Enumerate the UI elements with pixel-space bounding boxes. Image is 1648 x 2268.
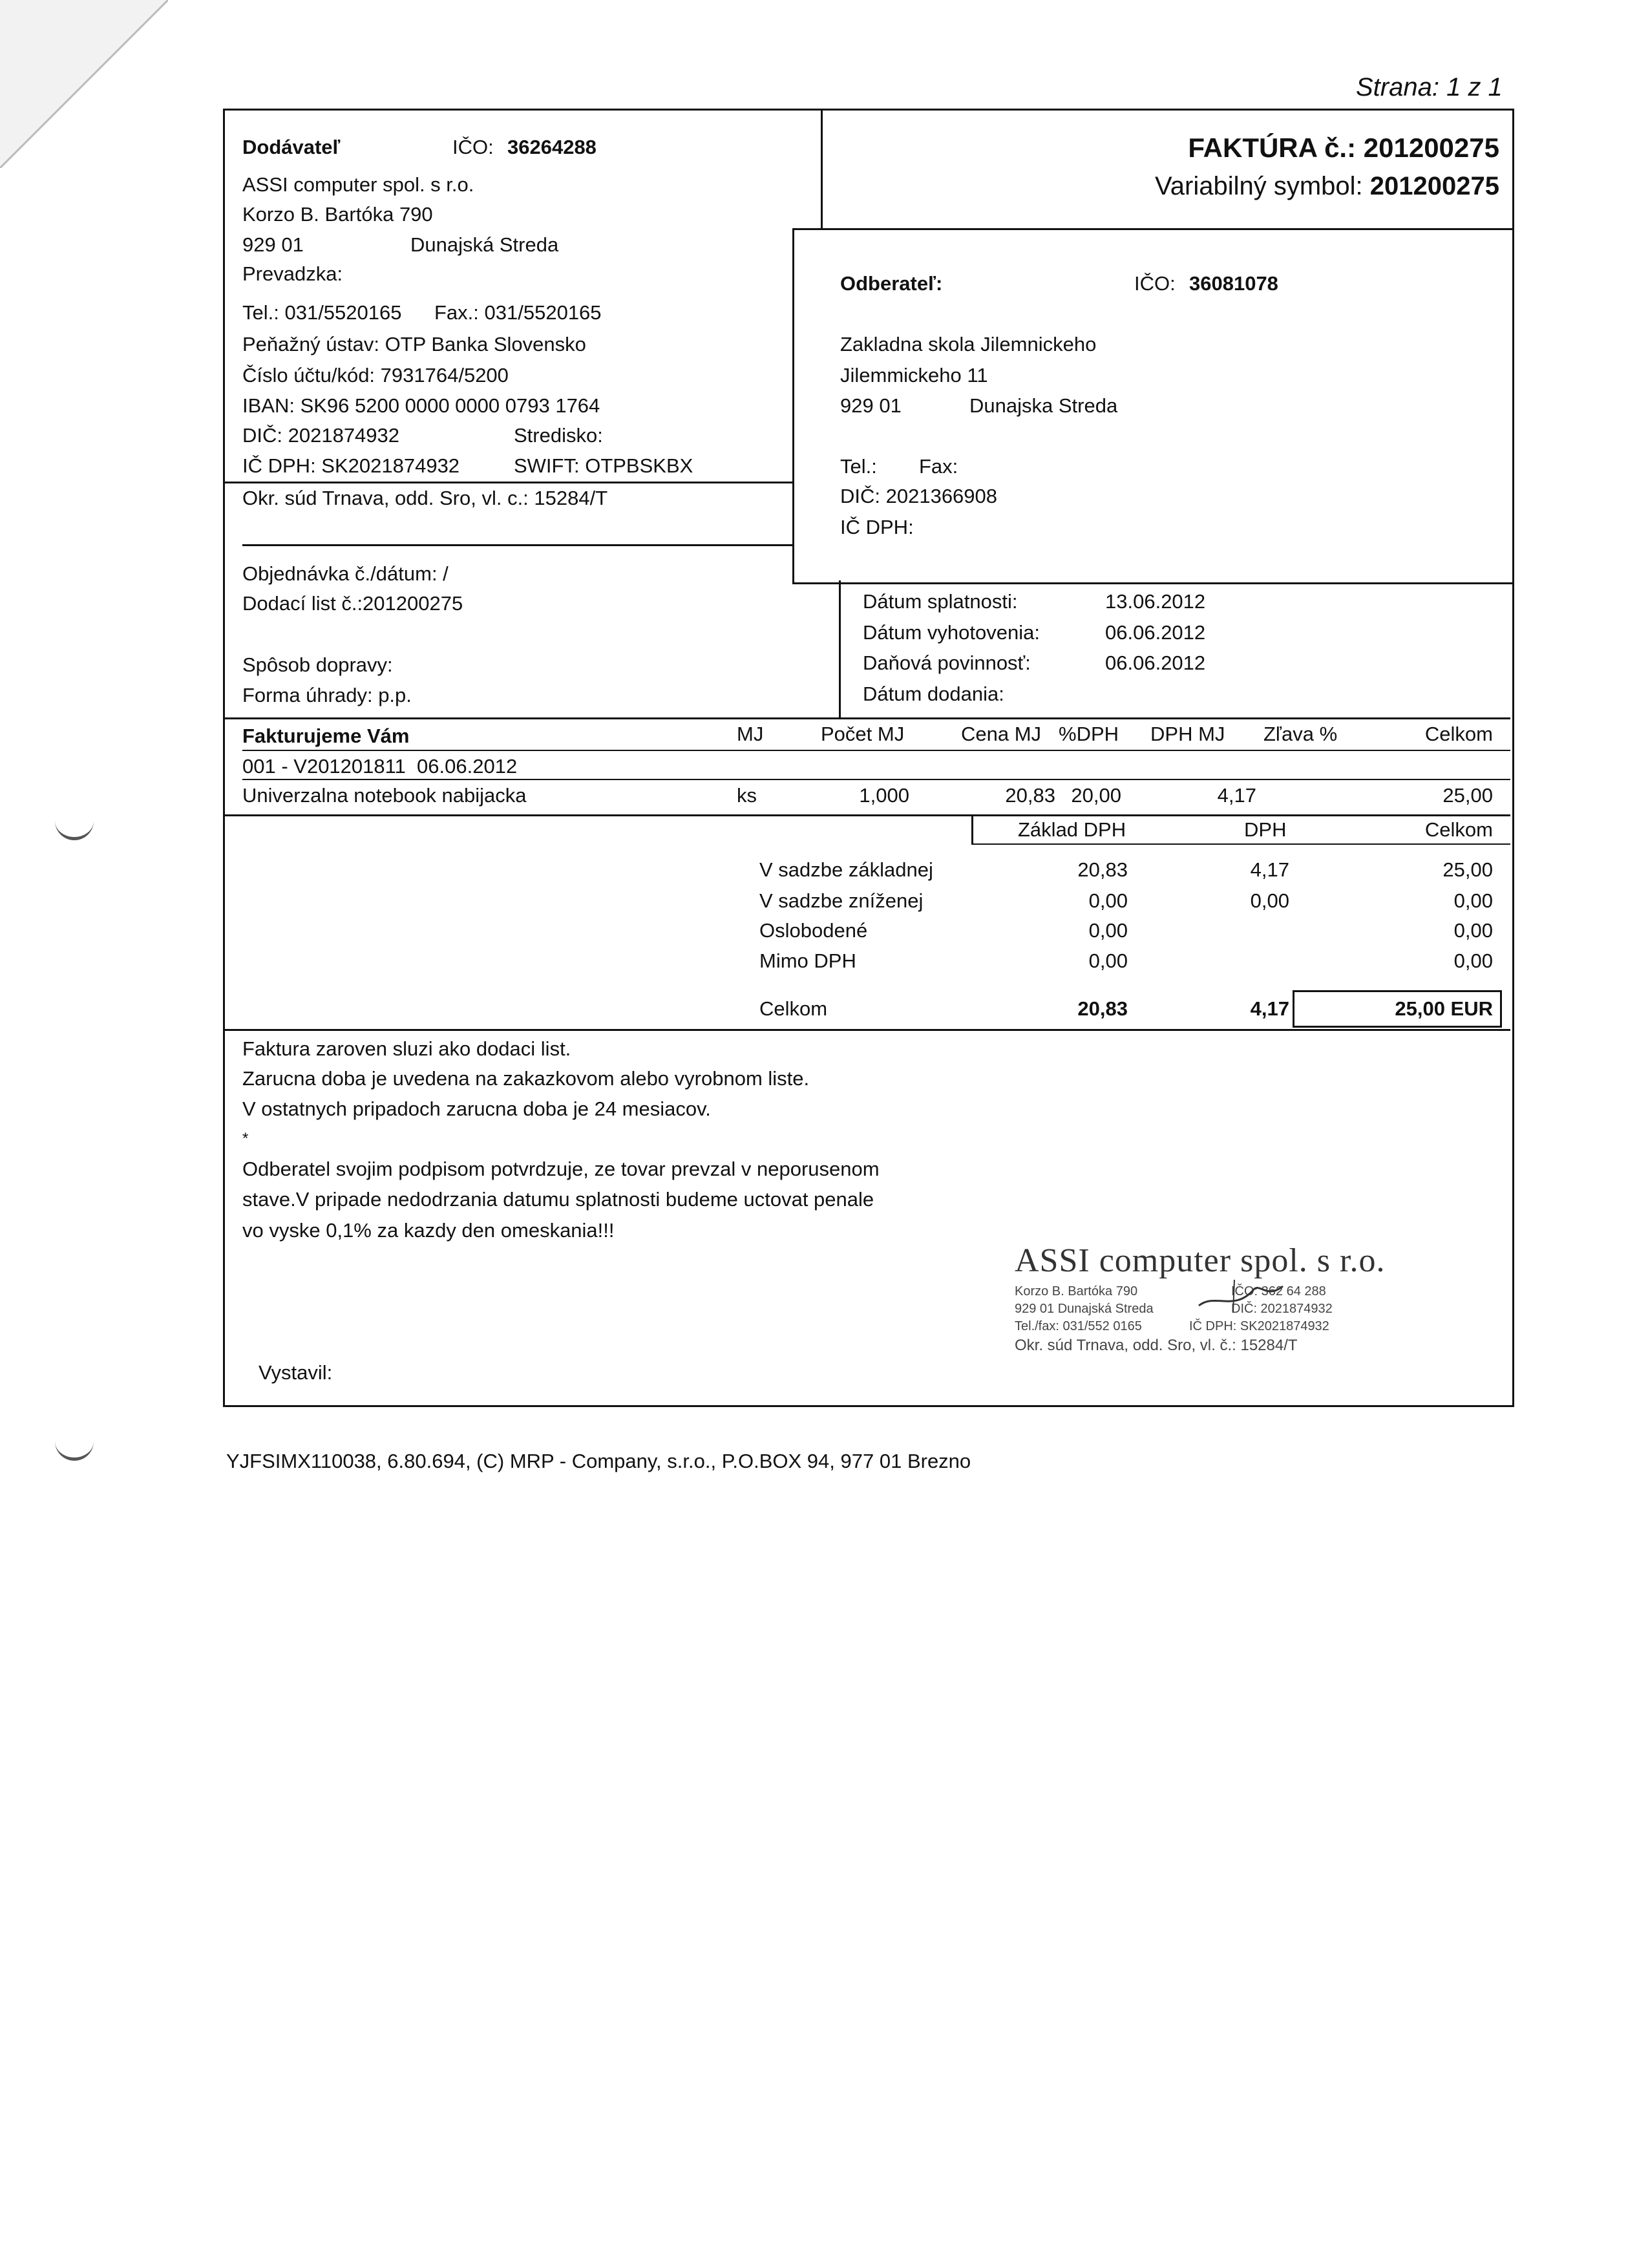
- customer-tel: Tel.:: [840, 455, 877, 478]
- items-reference: 001 - V201201811 06.06.2012: [242, 755, 518, 778]
- customer-name: Zakladna skola Jilemnickeho: [840, 333, 1097, 355]
- supplier-dic: DIČ: 2021874932: [242, 424, 400, 447]
- supplier-fax: Fax.: 031/5520165: [434, 301, 602, 324]
- note-line: V ostatnych pripadoch zarucna doba je 24 mesiacov.: [242, 1097, 711, 1120]
- footer-software-info: YJFSIMX110038, 6.80.694, (C) MRP - Company, s.r.o., P.O.BOX 94, 977 01 Brezno: [226, 1450, 971, 1472]
- header-zlava: Zľava %: [1263, 723, 1338, 745]
- supplier-zip: 929 01: [242, 233, 304, 256]
- note-line: stave.V pripade nedodrzania datumu splatnosti budeme uctovat penale: [242, 1188, 874, 1211]
- item-pocet: 1,000: [859, 784, 909, 807]
- vystavil-label: Vystavil:: [259, 1361, 333, 1384]
- date-label: Daňová povinnosť:: [863, 652, 1031, 674]
- stamp-text: DIČ: 2021874932: [1231, 1302, 1333, 1316]
- summary-zaklad: 0,00: [1088, 949, 1128, 972]
- page-number: Strana: 1 z 1: [1356, 73, 1503, 101]
- order-uhrada: Forma úhrady: p.p.: [242, 684, 412, 706]
- supplier-name: ASSI computer spol. s r.o.: [242, 173, 474, 196]
- summary-header-celkom: Celkom: [1424, 818, 1493, 841]
- items-title: Fakturujeme Vám: [242, 725, 410, 747]
- header-pocet: Počet MJ: [821, 723, 905, 745]
- supplier-icdph: IČ DPH: SK2021874932: [242, 454, 460, 477]
- customer-city: Dunajska Streda: [969, 394, 1118, 417]
- supplier-city: Dunajská Streda: [410, 233, 559, 256]
- header-dph-pct: %DPH: [1059, 723, 1119, 745]
- supplier-swift: SWIFT: OTPBSKBX: [514, 454, 693, 477]
- folded-corner: [0, 0, 168, 168]
- date-label: Dátum splatnosti:: [863, 590, 1018, 613]
- stamp-text: 929 01 Dunajská Streda: [1015, 1302, 1154, 1316]
- item-mj: ks: [737, 784, 757, 807]
- stamp-text: IČ DPH: SK2021874932: [1189, 1319, 1329, 1333]
- variable-symbol: [1155, 173, 1499, 199]
- summary-celkom: 25,00: [1442, 858, 1493, 881]
- summary-dph: 4,17: [1250, 858, 1289, 881]
- summary-header-dph: DPH: [1244, 818, 1287, 841]
- note-line: Zarucna doba je uvedena na zakazkovom alebo vyrobnom liste.: [242, 1067, 810, 1090]
- date-value: 06.06.2012: [1105, 652, 1206, 674]
- summary-zaklad: 0,00: [1088, 919, 1128, 942]
- supplier-account: Číslo účtu/kód: 7931764/5200: [242, 364, 509, 387]
- summary-dph: 0,00: [1250, 889, 1289, 912]
- summary-row-label: V sadzbe zníženej: [759, 889, 924, 912]
- item-dph-pct: 20,00: [1071, 784, 1121, 807]
- date-value: 13.06.2012: [1105, 590, 1206, 613]
- invoice-title: [1188, 134, 1499, 162]
- invoice-number: 201200275: [1363, 132, 1499, 163]
- summary-row-label: V sadzbe základnej: [759, 858, 933, 881]
- summary-total-label: Celkom: [759, 997, 828, 1020]
- stamp-text: IČO: 362 64 288: [1231, 1284, 1326, 1298]
- customer-heading: Odberateľ:: [840, 272, 943, 295]
- summary-celkom: 0,00: [1453, 889, 1493, 912]
- supplier-stredisko: Stredisko:: [514, 424, 603, 447]
- item-dph-mj: 4,17: [1217, 784, 1256, 807]
- stamp-title: ASSI computer spol. s r.o.: [1015, 1242, 1386, 1279]
- variable-symbol-value: 201200275: [1369, 172, 1499, 200]
- order-objednavka: Objednávka č./dátum: /: [242, 562, 449, 585]
- date-value: 06.06.2012: [1105, 621, 1206, 644]
- customer-fax: Fax:: [919, 455, 958, 478]
- supplier-bank: Peňažný ústav: OTP Banka Slovensko: [242, 333, 586, 355]
- stamp-text: Tel./fax: 031/552 0165: [1015, 1319, 1142, 1333]
- summary-zaklad: 20,83: [1077, 858, 1128, 881]
- item-cena: 20,83: [1005, 784, 1055, 807]
- stamp-text: Okr. súd Trnava, odd. Sro, vl. č.: 15284/T: [1015, 1337, 1298, 1354]
- summary-total-dph: 4,17: [1250, 997, 1289, 1020]
- supplier-court: Okr. súd Trnava, odd. Sro, vl. c.: 15284/T: [242, 487, 608, 509]
- summary-header-zaklad: Základ DPH: [1018, 818, 1126, 841]
- note-line: Faktura zaroven sluzi ako dodaci list.: [242, 1037, 571, 1060]
- supplier-ico-label: IČO:: [452, 136, 494, 158]
- supplier-tel: Tel.: 031/5520165: [242, 301, 402, 324]
- punch-hole-mark: [55, 811, 94, 840]
- variable-symbol-label: Variabilný symbol:: [1155, 172, 1363, 200]
- item-name: Univerzalna notebook nabijacka: [242, 784, 527, 807]
- summary-row-label: Mimo DPH: [759, 949, 856, 972]
- header-dph-mj: DPH MJ: [1150, 723, 1225, 745]
- summary-celkom: 0,00: [1453, 919, 1493, 942]
- summary-zaklad: 0,00: [1088, 889, 1128, 912]
- customer-ico: 36081078: [1189, 272, 1278, 295]
- item-celkom: 25,00: [1442, 784, 1493, 807]
- date-label: Dátum dodania:: [863, 683, 1004, 705]
- header-cena: Cena MJ: [961, 723, 1042, 745]
- header-celkom: Celkom: [1424, 723, 1493, 745]
- summary-total-zaklad: 20,83: [1077, 997, 1128, 1020]
- summary-total-celkom: 25,00 EUR: [1395, 997, 1493, 1020]
- customer-zip: 929 01: [840, 394, 902, 417]
- note-line: vo vyske 0,1% za kazdy den omeskania!!!: [242, 1219, 615, 1242]
- punch-hole-mark: [55, 1432, 94, 1461]
- signature: [1196, 1267, 1286, 1319]
- date-label: Dátum vyhotovenia:: [863, 621, 1040, 644]
- supplier-street: Korzo B. Bartóka 790: [242, 203, 433, 226]
- note-line: Odberatel svojim podpisom potvrdzuje, ze tovar prevzal v neporusenom: [242, 1158, 880, 1180]
- stamp-text: Korzo B. Bartóka 790: [1015, 1284, 1138, 1298]
- supplier-ico: 36264288: [507, 136, 597, 158]
- invoice-label: FAKTÚRA č.:: [1188, 132, 1357, 163]
- order-dodaci-list: Dodací list č.:201200275: [242, 592, 463, 615]
- order-doprava: Spôsob dopravy:: [242, 653, 393, 676]
- supplier-iban: IBAN: SK96 5200 0000 0000 0793 1764: [242, 394, 600, 417]
- header-mj: MJ: [737, 723, 764, 745]
- supplier-prevadzka: Prevadzka:: [242, 262, 343, 285]
- supplier-heading: Dodávateľ: [242, 136, 341, 158]
- note-line: *: [242, 1130, 249, 1147]
- customer-icdph: IČ DPH:: [840, 516, 914, 538]
- customer-street: Jilemmickeho 11: [840, 364, 988, 387]
- summary-celkom: 0,00: [1453, 949, 1493, 972]
- summary-row-label: Oslobodené: [759, 919, 868, 942]
- customer-dic: DIČ: 2021366908: [840, 485, 998, 507]
- customer-ico-label: IČO:: [1134, 272, 1176, 295]
